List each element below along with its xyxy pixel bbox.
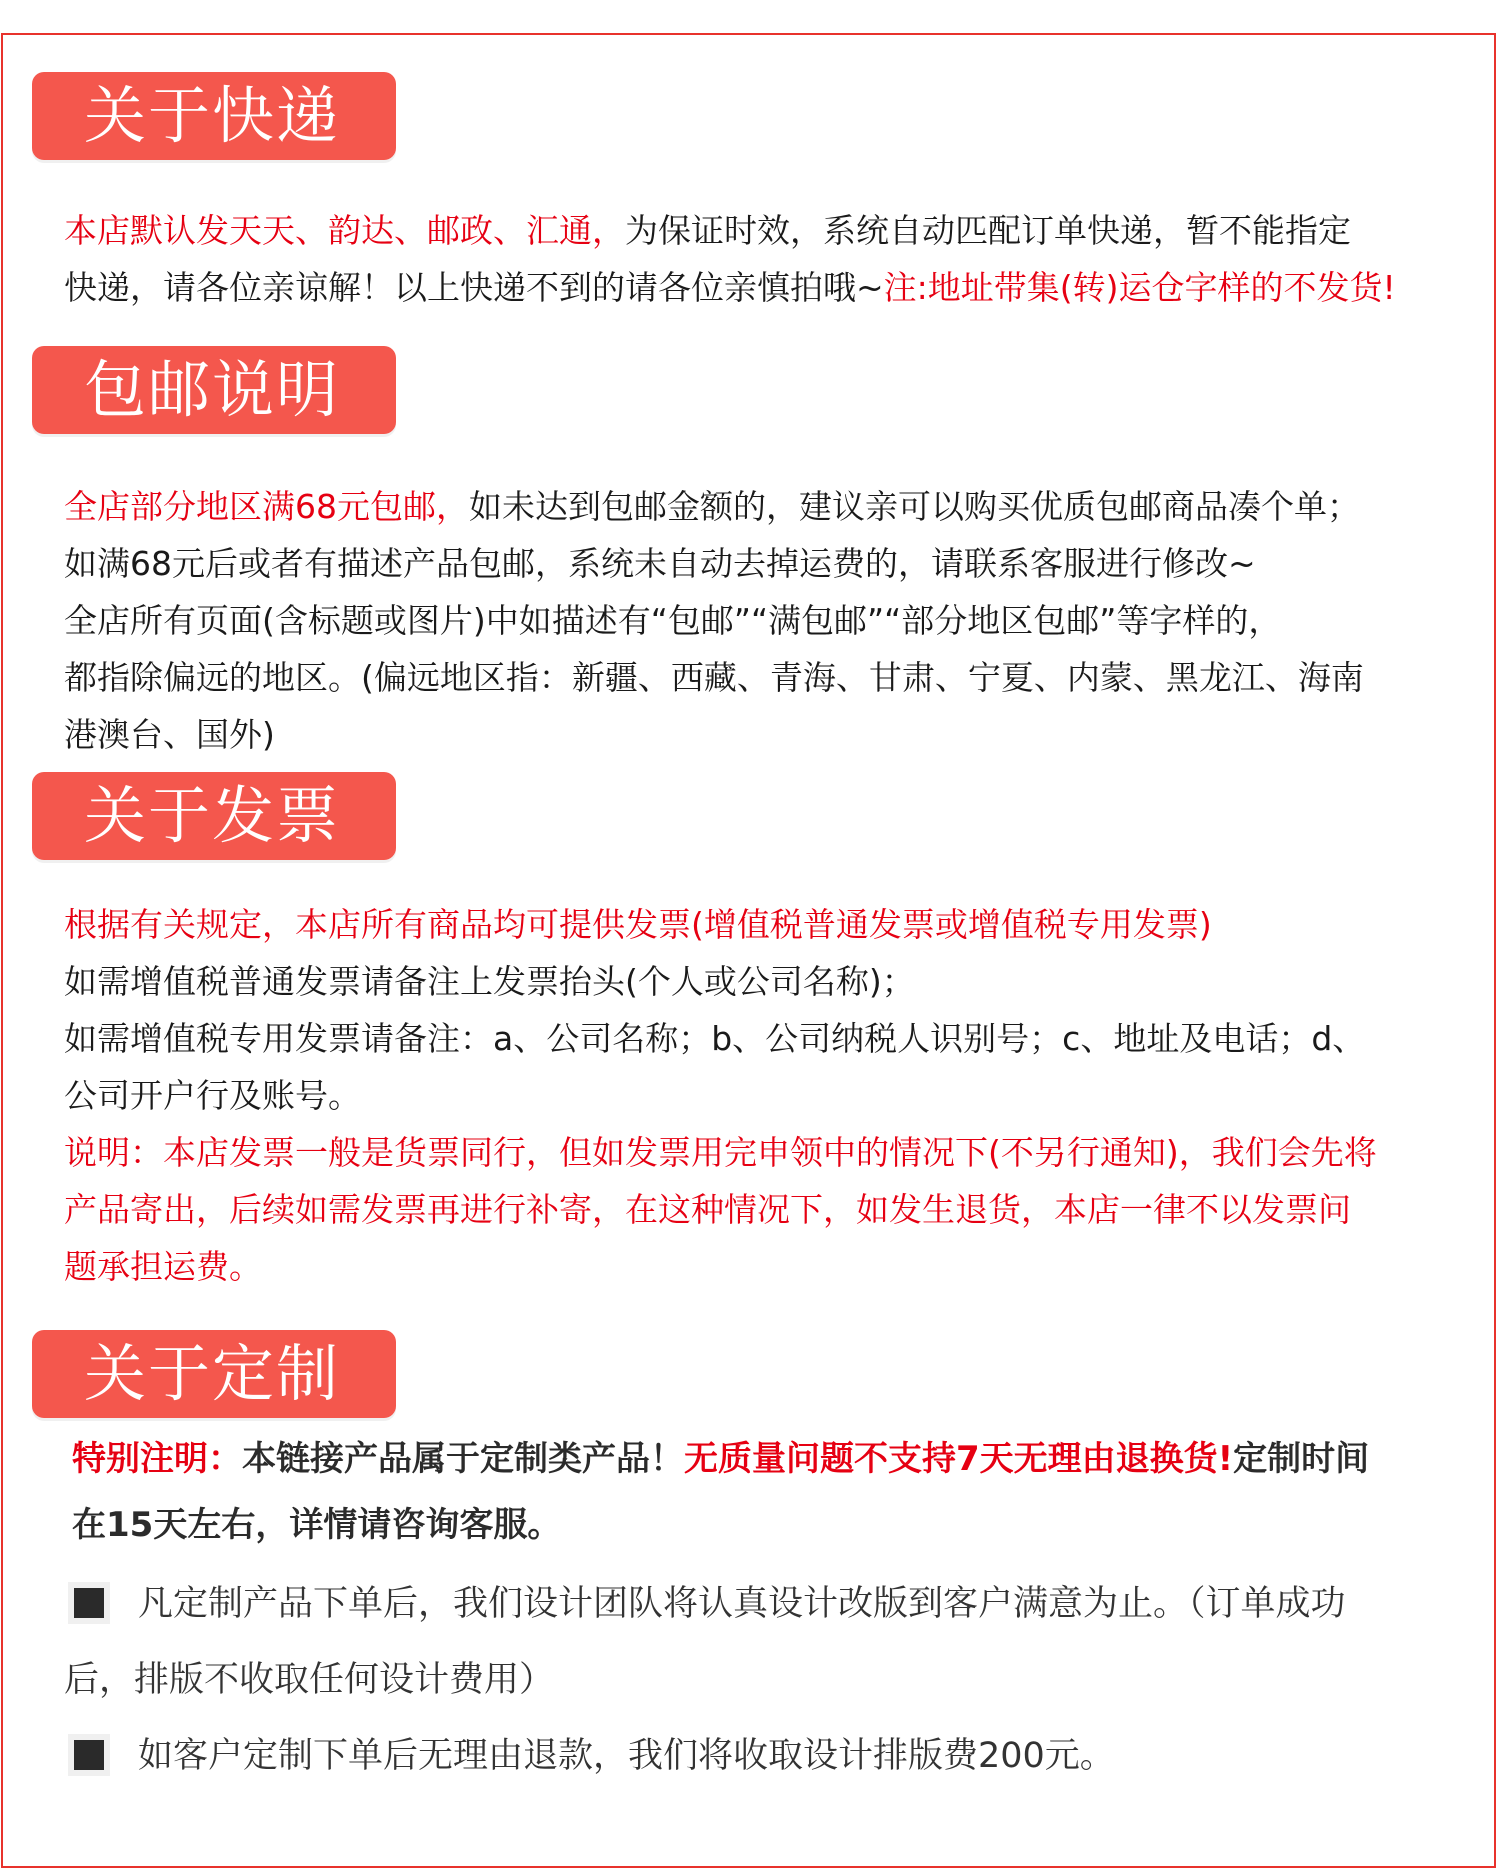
express-line2-text: 快递，请各位亲谅解！以上快递不到的请各位亲慎拍哦~ <box>64 268 884 307</box>
express-warning-text: 注:地址带集(转)运仓字样的不发货! <box>883 268 1396 307</box>
custom-section-header <box>32 1330 396 1418</box>
shipping-free-threshold-text: 全店部分地区满68元包邮， <box>64 487 469 526</box>
custom-bullet1-line1-text: 凡定制产品下单后，我们设计团队将认真设计改版到客户满意为止。（订单成功 <box>138 1584 1346 1624</box>
invoice-line2-text: 如需增值税普通发票请备注上发票抬头(个人或公司名称)； <box>64 962 915 1001</box>
invoice-section-header <box>32 772 396 860</box>
invoice-note-line3-text: 题承担运费。 <box>64 1247 262 1286</box>
custom-bullet-1 <box>64 1566 1474 1718</box>
custom-product-type-text: 本链接产品属于定制类产品！ <box>242 1439 684 1479</box>
square-bullet-icon <box>74 1740 104 1770</box>
custom-bullet1-line2-text: 后，排版不收取任何设计费用） <box>64 1660 555 1700</box>
shipping-section-header <box>32 346 396 434</box>
custom-notice-paragraph <box>72 1426 1482 1558</box>
shipping-line3-text: 全店所有页面(含标题或图片)中如描述有“包邮”“满包邮”“部分地区包邮”等字样的， <box>64 601 1282 640</box>
invoice-section-title: 关于发票 <box>84 779 341 852</box>
invoice-note-line2-text: 产品寄出，后续如需发票再进行补寄，在这种情况下，如发生退货，本店一律不以发票问 <box>64 1190 1351 1229</box>
invoice-note-line1-text: 说明：本店发票一般是货票同行，但如发票用完申领中的情况下(不另行通知)，我们会先将 <box>64 1133 1377 1172</box>
custom-time-label: 定制时间 <box>1233 1439 1370 1479</box>
shipping-line5-text: 港澳台、国外) <box>64 715 275 754</box>
shipping-line4-text: 都指除偏远的地区。(偏远地区指：新疆、西藏、青海、甘肃、宁夏、内蒙、黑龙江、海南 <box>64 658 1364 697</box>
invoice-line3-text: 如需增值税专用发票请备注：a、公司名称；b、公司纳税人识别号；c、地址及电话；d、 <box>64 1019 1366 1058</box>
square-bullet-icon <box>74 1588 104 1618</box>
express-section-title: 关于快递 <box>84 79 341 152</box>
shipping-paragraph <box>64 478 1474 763</box>
shipping-section-title: 包邮说明 <box>84 353 341 426</box>
express-section-header <box>32 72 396 160</box>
custom-bullet-2 <box>64 1718 1474 1794</box>
custom-time-text: 在15天左右，详情请咨询客服。 <box>72 1505 562 1545</box>
express-carriers-text: 本店默认发天天、韵达、邮政、汇通， <box>64 211 625 250</box>
custom-section-title: 关于定制 <box>84 1337 341 1410</box>
shipping-line2-text: 如满68元后或者有描述产品包邮，系统未自动去掉运费的，请联系客服进行修改~ <box>64 544 1256 583</box>
custom-bullet2-text: 如客户定制下单后无理由退款，我们将收取设计排版费200元。 <box>138 1736 1115 1776</box>
custom-special-note-label: 特别注明： <box>72 1439 242 1479</box>
express-line1-text: 为保证时效，系统自动匹配订单快递，暂不能指定 <box>625 211 1351 250</box>
custom-no-return-text: 无质量问题不支持7天无理由退换货! <box>684 1439 1234 1479</box>
invoice-line4-text: 公司开户行及账号。 <box>64 1076 361 1115</box>
express-paragraph <box>64 202 1474 316</box>
shipping-line1-text: 如未达到包邮金额的，建议亲可以购买优质包邮商品凑个单； <box>469 487 1360 526</box>
invoice-line1-text: 根据有关规定，本店所有商品均可提供发票(增值税普通发票或增值税专用发票) <box>64 905 1212 944</box>
invoice-paragraph <box>64 896 1474 1295</box>
